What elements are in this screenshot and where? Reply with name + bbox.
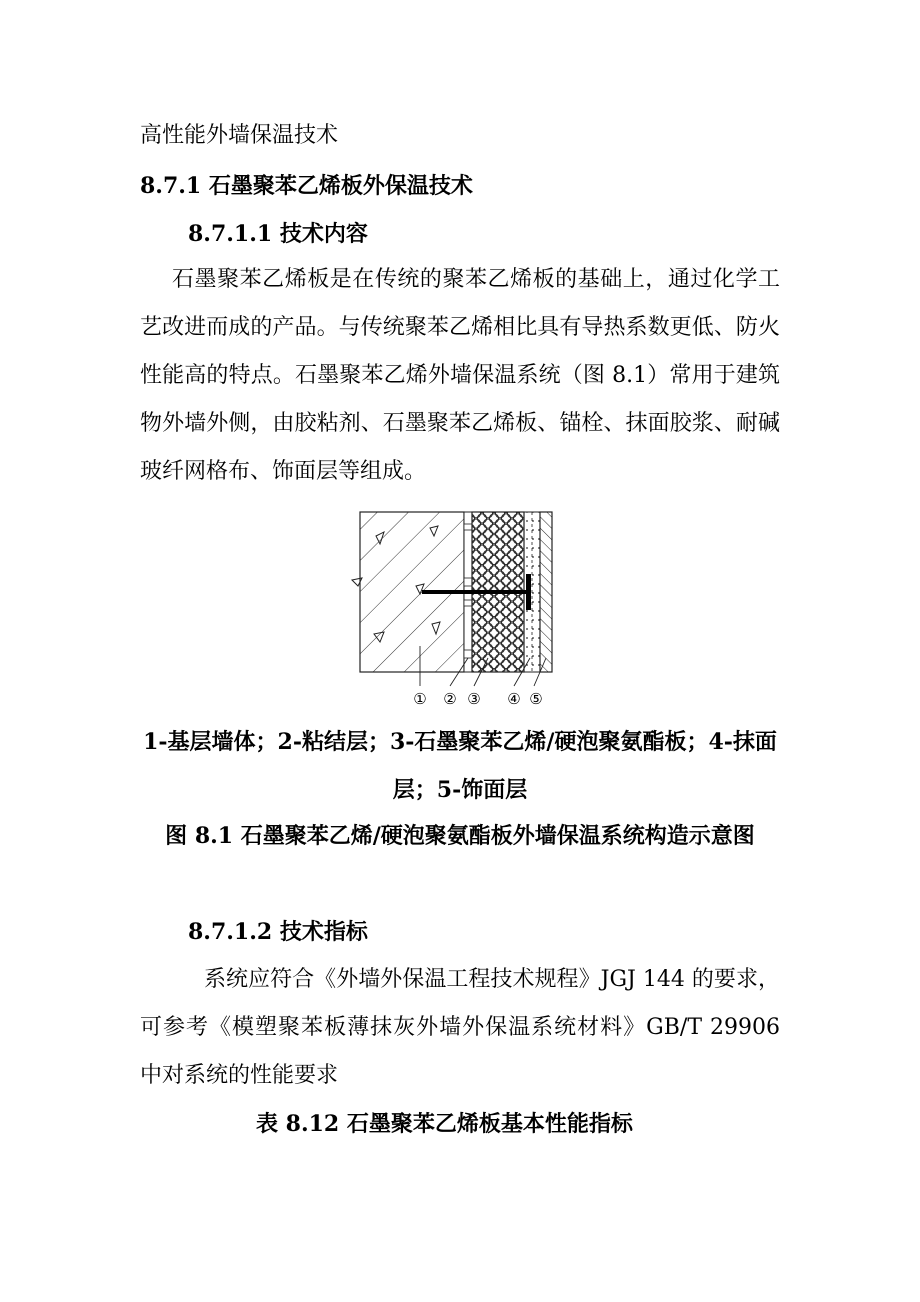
paragraph-technical-content: 石墨聚苯乙烯板是在传统的聚苯乙烯板的基础上，通过化学工艺改进而成的产品。与传统聚苯乙烯相比具有导热系数更低、防火性能高的特点。石墨聚苯乙烯外墙保温系统（图 8.1）常用于建筑物外墙外侧，由胶粘剂、石墨聚苯乙烯板、锚栓、抹面胶浆、耐碱玻纤网格布、饰面层等组成。 bbox=[140, 267, 780, 484]
table-title: 表 8.12 石墨聚苯乙烯板基本性能指标 bbox=[256, 1111, 633, 1137]
figure-label-1: ① bbox=[413, 690, 427, 708]
section-heading-8-7-1: 8.7.1 石墨聚苯乙烯板外保温技术 bbox=[140, 173, 473, 199]
figure-label-4: ④ bbox=[507, 690, 521, 708]
figure-caption: 图 8.1 石墨聚苯乙烯/硬泡聚氨酯板外墙保温系统构造示意图 bbox=[165, 823, 755, 849]
insulation-system-diagram bbox=[350, 508, 560, 708]
heading-main: 高性能外墙保温技术 bbox=[140, 123, 339, 148]
figure-label-5: ⑤ bbox=[529, 690, 543, 708]
figure-label-3: ③ bbox=[467, 690, 481, 708]
section-heading-8-7-1-1: 8.7.1.1 技术内容 bbox=[188, 221, 368, 247]
anchor-plate bbox=[526, 574, 531, 610]
figure-legend: 1-基层墙体；2-粘结层；3-石墨聚苯乙烯/硬泡聚氨酯板；4-抹面层；5-饰面层 bbox=[143, 729, 777, 803]
section-heading-8-7-1-2: 8.7.1.2 技术指标 bbox=[188, 919, 368, 945]
figure-label-2: ② bbox=[443, 690, 457, 708]
paragraph-technical-indicators: 系统应符合《外墙外保温工程技术规程》JGJ 144 的要求，可参考《模塑聚苯板薄抹灰外墙外保温系统材料》GB/T 29906 中对系统的性能要求 bbox=[140, 967, 780, 1088]
finish-layer bbox=[540, 512, 552, 672]
cross-section-svg bbox=[350, 508, 560, 708]
